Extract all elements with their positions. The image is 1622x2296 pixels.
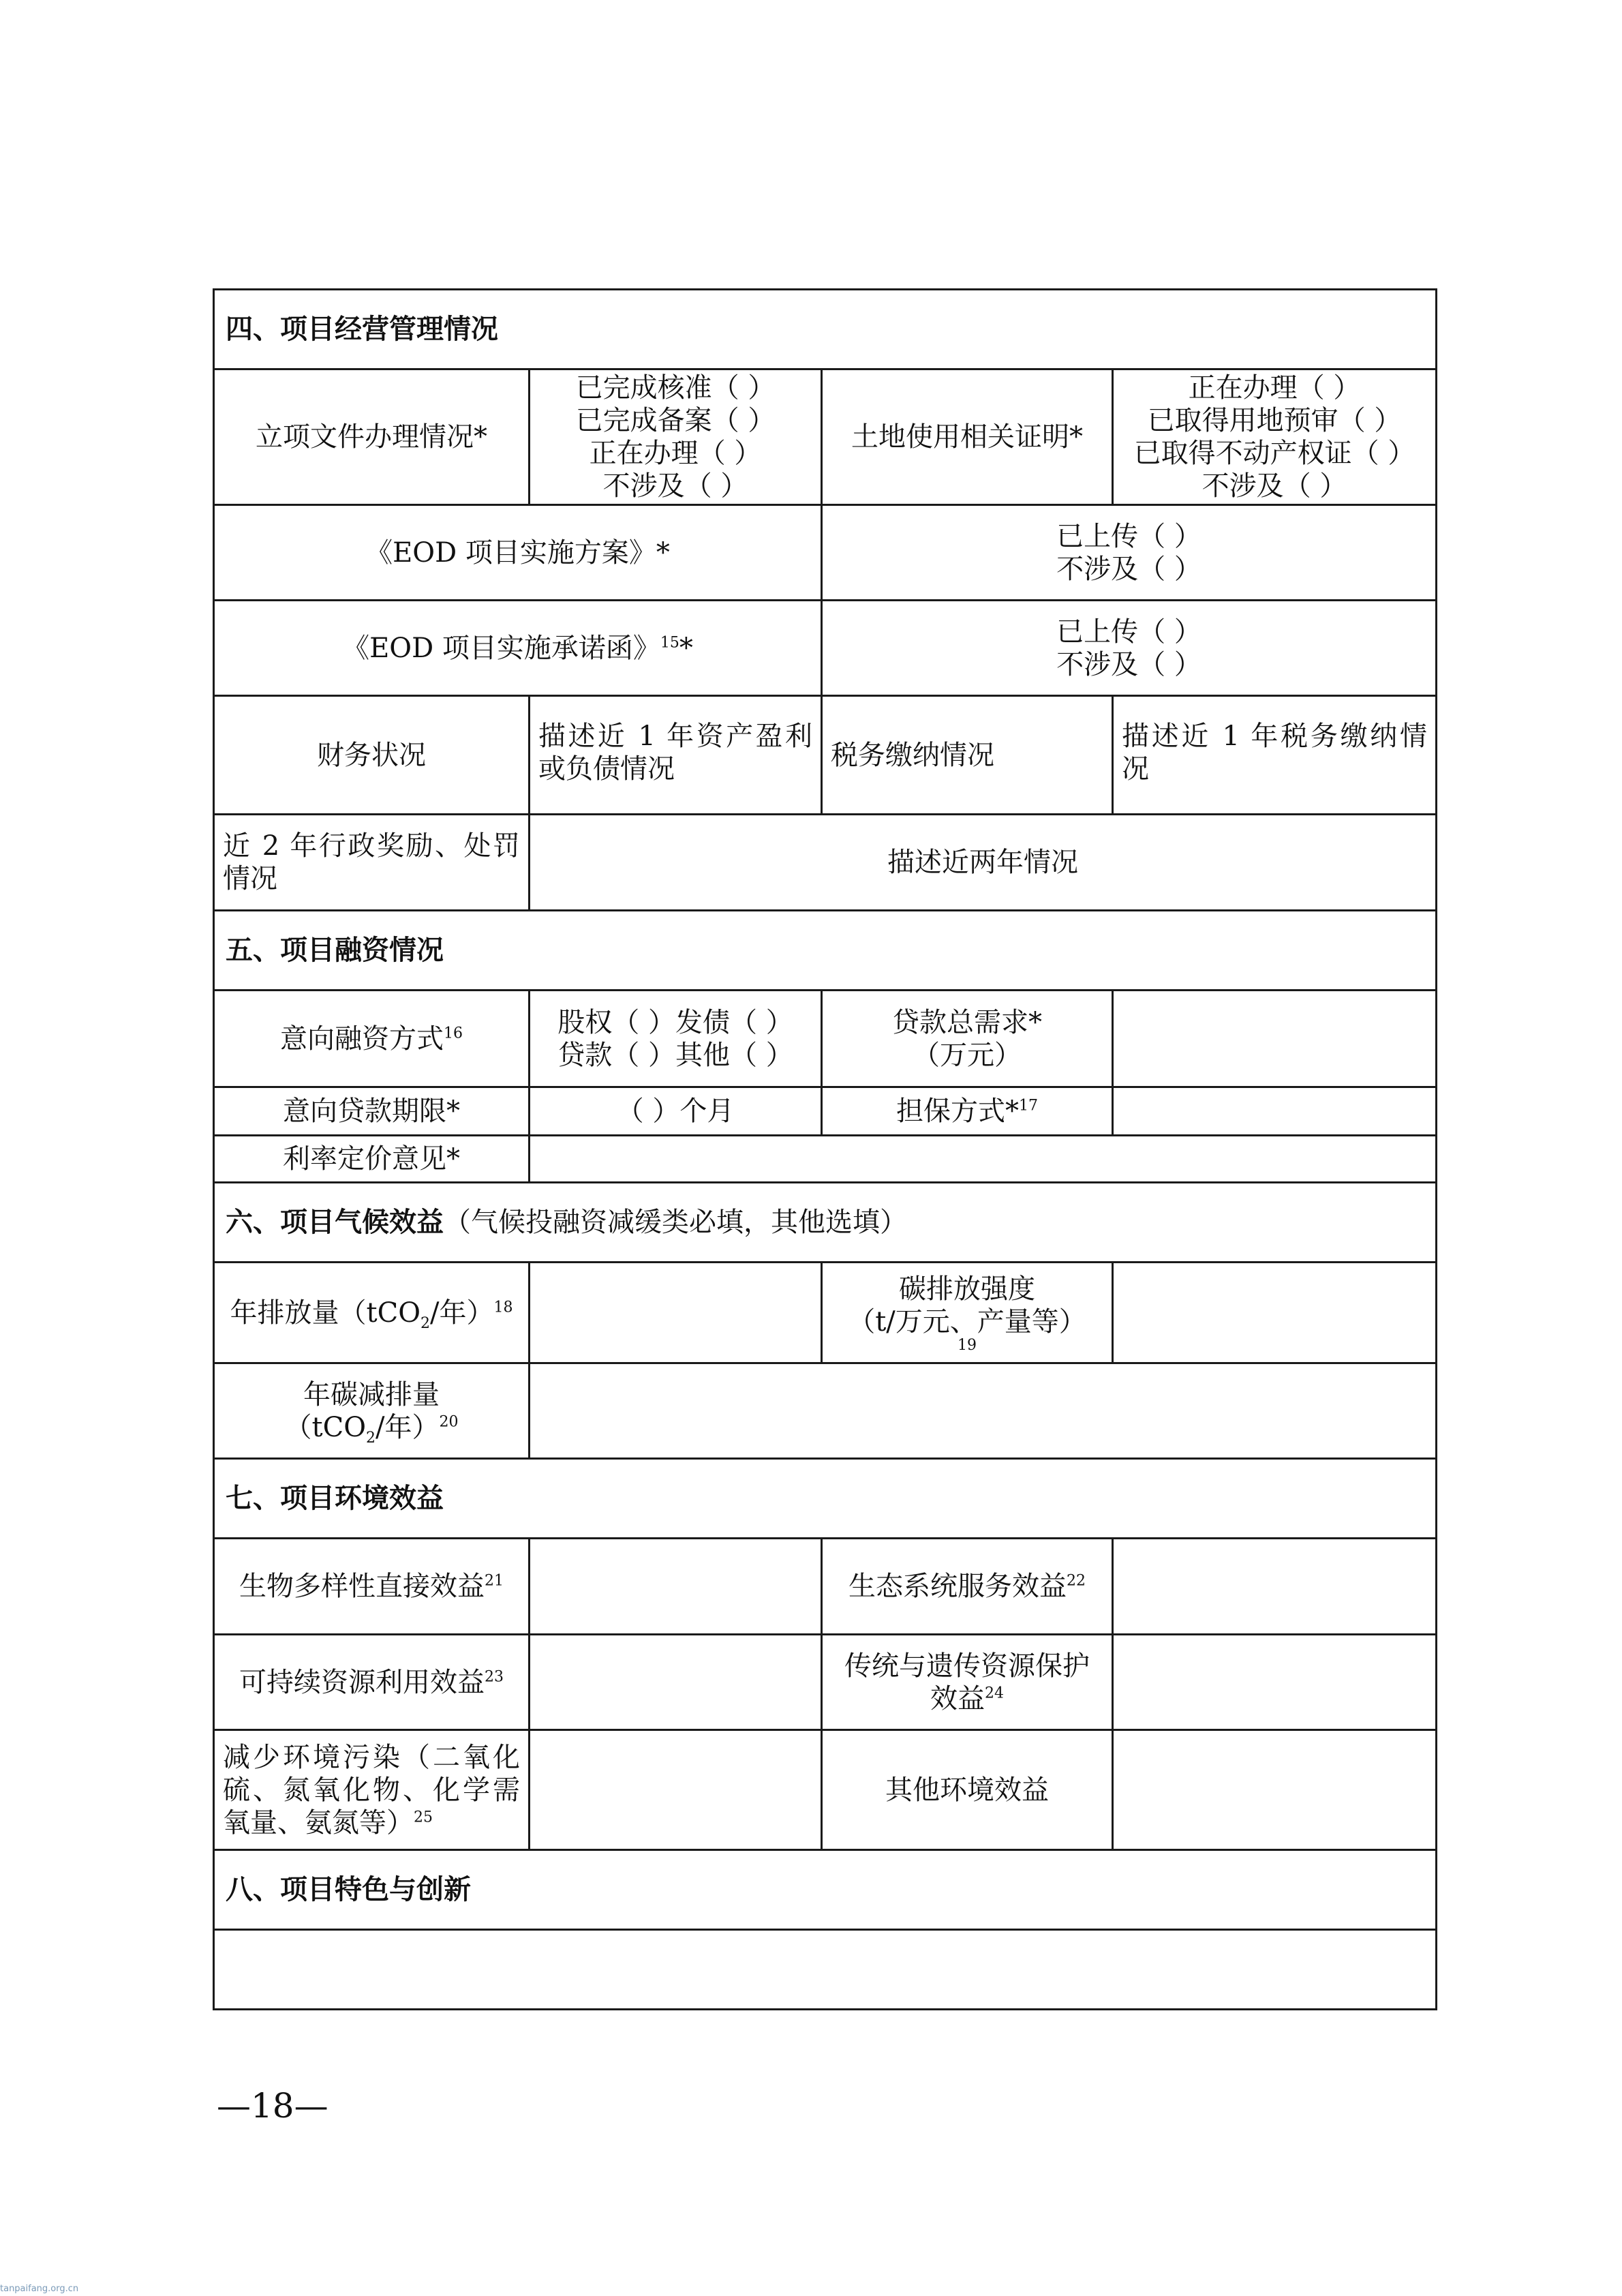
loan-term-label: 意向贷款期限* (214, 1087, 530, 1136)
section-5-heading: 五、项目融资情况 (214, 911, 1437, 991)
loan-term-field[interactable]: （ ）个月 (530, 1087, 822, 1136)
page-number: —18— (217, 2086, 328, 2126)
eod-pledge-options[interactable] (822, 601, 1437, 696)
ecosystem-field[interactable] (1113, 1539, 1437, 1635)
land-use-options[interactable] (1113, 369, 1437, 505)
eod-pledge-label: 《EOD 项目实施承诺函》$^{15}$* (214, 601, 822, 696)
annual-emission-label: 年排放量（tCO$_2$/年）$^{18}$ (214, 1263, 530, 1363)
approval-docs-options[interactable] (530, 369, 822, 505)
financing-option-equity-bond[interactable]: 股权（ ）发债（ ） (557, 1006, 793, 1038)
approval-docs-label: 立项文件办理情况* (214, 369, 530, 505)
loan-demand-field[interactable] (1113, 991, 1437, 1087)
approval-option-approved[interactable]: 已完成核准（ ） (575, 372, 776, 404)
footnote-25: 25 (414, 1809, 433, 1826)
section-7-heading: 七、项目环境效益 (214, 1459, 1437, 1539)
sustainable-resource-label: 可持续资源利用效益$^{23}$ (214, 1635, 530, 1730)
site-watermark: tanpaifang.org.cn (0, 2284, 79, 2294)
footnote-17: 17 (1019, 1097, 1038, 1115)
other-env-field[interactable] (1113, 1730, 1437, 1850)
approval-option-filed[interactable]: 已完成备案（ ） (575, 405, 776, 436)
land-use-label: 土地使用相关证明* (822, 369, 1113, 505)
carbon-intensity-label: 碳排放强度 （t/万元、产量等） 19 (822, 1263, 1113, 1363)
section-8-heading: 八、项目特色与创新 (214, 1850, 1437, 1930)
finance-label: 财务状况 (214, 696, 530, 815)
other-env-label: 其他环境效益 (822, 1730, 1113, 1850)
footnote-20: 20 (439, 1413, 459, 1431)
pollution-reduction-label: 减少环境污染（二氧化硫、氮氧化物、化学需氧量、氨氮等）$^{25}$ (214, 1730, 530, 1850)
eod-plan-na[interactable]: 不涉及（ ） (1056, 553, 1202, 585)
traditional-resource-field[interactable] (1113, 1635, 1437, 1730)
eod-plan-label: 《EOD 项目实施方案》* (214, 505, 822, 601)
biodiversity-field[interactable] (530, 1539, 822, 1635)
eod-plan-uploaded[interactable]: 已上传（ ） (1056, 520, 1202, 552)
penalty-label: 近 2 年行政奖励、处罚情况 (214, 815, 530, 911)
footnote-23: 23 (485, 1668, 504, 1686)
footnote-19: 19 (958, 1336, 977, 1354)
tax-label: 税务缴纳情况 (822, 696, 1113, 815)
footnote-16: 16 (444, 1025, 463, 1042)
penalty-field[interactable]: 描述近两年情况 (530, 815, 1437, 911)
eod-plan-options[interactable] (822, 505, 1437, 601)
sustainable-resource-field[interactable] (530, 1635, 822, 1730)
guarantee-label: 担保方式*$^{17}$ (822, 1087, 1113, 1136)
approval-option-in-progress[interactable]: 正在办理（ ） (589, 438, 762, 469)
eod-pledge-uploaded[interactable]: 已上传（ ） (1056, 616, 1202, 648)
ecosystem-label: 生态系统服务效益$^{22}$ (822, 1539, 1113, 1635)
annual-reduction-label: 年碳减排量 （tCO$_2$/年）$^{20}$ (214, 1363, 530, 1459)
guarantee-field[interactable] (1113, 1087, 1437, 1136)
footnote-24: 24 (985, 1685, 1004, 1702)
annual-reduction-field[interactable] (530, 1363, 1437, 1459)
financing-method-options[interactable] (530, 991, 822, 1087)
rate-opinion-label: 利率定价意见* (214, 1136, 530, 1183)
footnote-21: 21 (485, 1572, 504, 1590)
finance-field[interactable]: 描述近 1 年资产盈利或负债情况 (530, 696, 822, 815)
eod-pledge-na[interactable]: 不涉及（ ） (1056, 648, 1202, 680)
features-innovation-field[interactable] (214, 1930, 1437, 2010)
footnote-15: 15 (660, 634, 679, 652)
form-table (213, 288, 1437, 2010)
annual-emission-field[interactable] (530, 1263, 822, 1363)
land-option-property-cert[interactable]: 已取得不动产权证（ ） (1133, 438, 1416, 469)
land-option-pre-review[interactable]: 已取得用地预审（ ） (1147, 405, 1402, 436)
biodiversity-label: 生物多样性直接效益$^{21}$ (214, 1539, 530, 1635)
land-option-na[interactable]: 不涉及（ ） (1202, 470, 1347, 502)
traditional-resource-label: 传统与遗传资源保护 效益$^{24}$ (822, 1635, 1113, 1730)
carbon-intensity-field[interactable] (1113, 1263, 1437, 1363)
footnote-18: 18 (493, 1299, 513, 1316)
section-4-heading: 四、项目经营管理情况 (214, 290, 1437, 369)
pollution-reduction-field[interactable] (530, 1730, 822, 1850)
application-form-sheet (213, 288, 1435, 2017)
financing-option-loan-other[interactable]: 贷款（ ）其他（ ） (557, 1039, 793, 1071)
tax-field[interactable]: 描述近 1 年税务缴纳情况 (1113, 696, 1437, 815)
footnote-22: 22 (1067, 1572, 1086, 1590)
section-6-heading: 六、项目气候效益（气候投融资减缓类必填，其他选填） (214, 1183, 1437, 1263)
loan-demand-label: 贷款总需求* （万元） (822, 991, 1113, 1087)
rate-opinion-field[interactable] (530, 1136, 1437, 1183)
land-option-in-progress[interactable]: 正在办理（ ） (1188, 372, 1361, 404)
financing-method-label: 意向融资方式$^{16}$ (214, 991, 530, 1087)
approval-option-na[interactable]: 不涉及（ ） (602, 470, 748, 502)
section-6-note: （气候投融资减缓类必填，其他选填） (444, 1207, 907, 1238)
